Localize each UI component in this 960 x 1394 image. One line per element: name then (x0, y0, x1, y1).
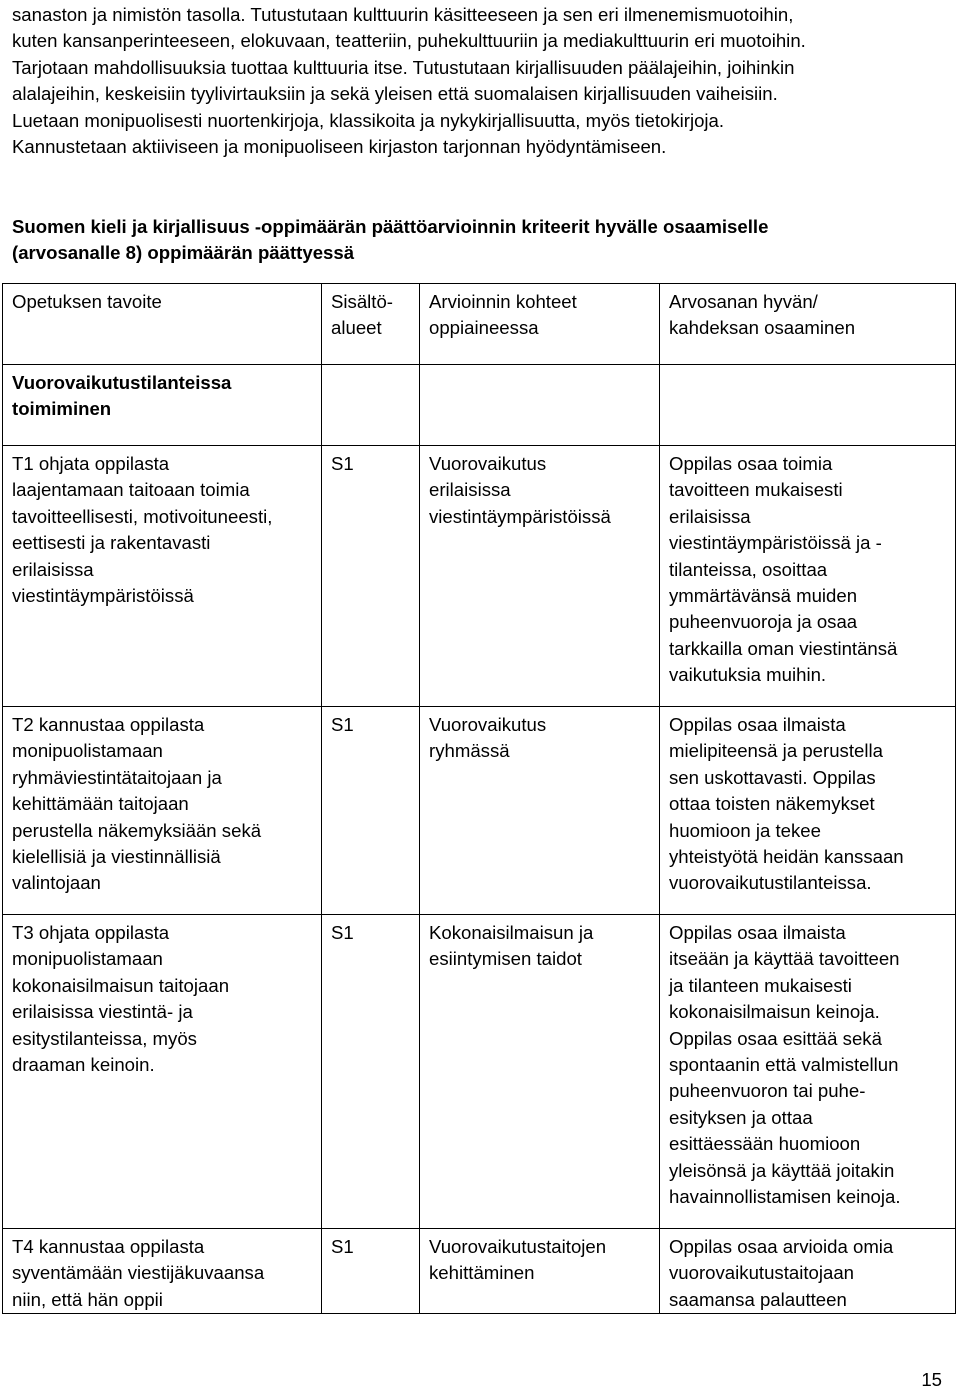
grade-criteria-cell (660, 707, 956, 915)
assessment-target-cell-line: Vuorovaikutus (429, 453, 547, 474)
content-area-cell (322, 707, 420, 915)
assessment-target-cell-line: kehittäminen (429, 1262, 535, 1284)
grade-criteria-cell-line: viestintäympäristöissä ja - (669, 532, 882, 554)
table-row (3, 707, 956, 915)
table-row (3, 915, 956, 1229)
section-row (3, 365, 956, 446)
goal-cell-line: T3 ohjata oppilasta (12, 922, 170, 943)
header-area-cell-line: alueet (331, 317, 382, 339)
table-row (3, 1229, 956, 1314)
assessment-target-cell-line: Vuorovaikutus (429, 714, 547, 735)
criteria-heading (12, 214, 952, 267)
goal-cell-line: laajentamaan taitoaan toimia (12, 479, 250, 501)
intro-line: alalajeihin, keskeisiin tyylivirtauksiin ja sekä yleisen että suomalaisen kirjallisuuden vaiheisiin. (12, 83, 778, 105)
goal-cell-line: perustella näkemyksiään sekä (12, 819, 262, 841)
header-target-cell-line: Arvioinnin kohteet (429, 291, 577, 312)
goal-cell-line: kielellisiä ja viestinnällisiä (12, 846, 221, 868)
assessment-target-cell (420, 707, 660, 915)
goal-cell-line: syventämään viestijäkuvaansa (12, 1262, 265, 1284)
grade-criteria-cell-line: sen uskottavasti. Oppilas (669, 766, 876, 788)
content-area-cell (322, 915, 420, 1229)
goal-cell-line: monipuolistamaan (12, 740, 163, 762)
goal-cell-line: erilaisissa viestintä- ja (12, 1001, 193, 1023)
content-area-cell-line: S1 (331, 1236, 354, 1257)
goal-cell-line: kokonaisilmaisun taitojaan (12, 974, 230, 996)
grade-criteria-cell-line: tilanteissa, osoittaa (669, 558, 828, 580)
content-area-cell-line: S1 (331, 922, 354, 943)
page-number: 15 (921, 1369, 942, 1390)
goal-cell (3, 446, 322, 707)
grade-criteria-cell-line: ja tilanteen mukaisesti (669, 974, 852, 996)
content-area-cell-line: S1 (331, 453, 354, 474)
goal-cell (3, 915, 322, 1229)
goal-cell-line: valintojaan (12, 872, 101, 894)
intro-line: Kannustetaan aktiiviseen ja monipuoliseen kirjaston tarjonnan hyödyntämiseen. (12, 136, 667, 158)
goal-cell-line: T4 kannustaa oppilasta (12, 1236, 205, 1257)
goal-cell-line: draaman keinoin. (12, 1054, 155, 1076)
grade-criteria-cell-line: mielipiteensä ja perustella (669, 740, 883, 762)
header-criteria-cell (660, 284, 956, 365)
grade-criteria-cell-line: yhteistyötä heidän kanssaan (669, 846, 904, 868)
grade-criteria-cell-line: vuorovaikutustilanteissa. (669, 872, 872, 894)
assessment-target-cell-line: ryhmässä (429, 740, 510, 762)
grade-criteria-cell-line: tavoitteen mukaisesti (669, 479, 843, 501)
goal-cell-line: T2 kannustaa oppilasta (12, 714, 205, 735)
header-target-cell-line: oppiaineessa (429, 317, 539, 339)
grade-criteria-cell-line: Oppilas osaa arvioida omia (669, 1236, 894, 1257)
intro-paragraph (12, 2, 952, 160)
goal-cell-line: viestintäympäristöissä (12, 585, 194, 607)
grade-criteria-cell-line: esityksen ja ottaa (669, 1106, 813, 1128)
section-title-cell (3, 365, 322, 446)
grade-criteria-cell-line: puheenvuoron tai puhe- (669, 1080, 866, 1102)
grade-criteria-cell-line: saamansa palautteen (669, 1288, 847, 1310)
goal-cell-line: esitystilanteissa, myös (12, 1027, 197, 1049)
goal-cell (3, 707, 322, 915)
content-area-cell (322, 446, 420, 707)
grade-criteria-cell-line: puheenvuoroja ja osaa (669, 611, 858, 633)
assessment-target-cell-line: erilaisissa (429, 479, 511, 501)
goal-cell-line: monipuolistamaan (12, 948, 163, 970)
grade-criteria-cell (660, 1229, 956, 1314)
criteria-table (2, 283, 956, 1314)
intro-line: Luetaan monipuolisesti nuortenkirjoja, klassikoita ja nykykirjallisuutta, myös tietokirjoja. (12, 109, 725, 131)
grade-criteria-cell-line: Oppilas osaa toimia (669, 453, 833, 474)
empty-cell (420, 365, 660, 446)
header-goal-cell-line: Opetuksen tavoite (12, 291, 162, 312)
assessment-target-cell-line: Kokonaisilmaisun ja (429, 922, 594, 943)
assessment-target-cell-line: esiintymisen taidot (429, 948, 582, 970)
assessment-target-cell (420, 446, 660, 707)
heading-line: Suomen kieli ja kirjallisuus -oppimäärän päättöarvioinnin kriteerit hyvälle osaamiselle (12, 216, 769, 237)
empty-cell (660, 365, 956, 446)
goal-cell-line: eettisesti ja rakentavasti (12, 532, 211, 554)
grade-criteria-cell-line: tarkkailla oman viestintänsä (669, 637, 898, 659)
section-title-cell-line: toimiminen (12, 398, 112, 420)
intro-line: kuten kansanperinteeseen, elokuvaan, teatteriin, puhekulttuuriin ja mediakulttuurin eri muotoihin. (12, 30, 806, 52)
content-area-cell (322, 1229, 420, 1314)
grade-criteria-cell-line: kokonaisilmaisun keinoja. (669, 1001, 880, 1023)
table-header-row (3, 284, 956, 365)
empty-cell (322, 365, 420, 446)
header-area-cell-line: Sisältö- (331, 291, 394, 312)
goal-cell-line: ryhmäviestintätaitojaan ja (12, 766, 222, 788)
goal-cell-line: kehittämään taitojaan (12, 793, 189, 815)
grade-criteria-cell-line: Oppilas osaa ilmaista (669, 922, 846, 943)
header-criteria-cell-line: Arvosanan hyvän/ (669, 291, 818, 312)
grade-criteria-cell-line: itseään ja käyttää tavoitteen (669, 948, 900, 970)
goal-cell-line: erilaisissa (12, 558, 94, 580)
grade-criteria-cell-line: vuorovaikutustaitojaan (669, 1262, 855, 1284)
header-criteria-cell-line: kahdeksan osaaminen (669, 317, 856, 339)
grade-criteria-cell-line: Oppilas osaa ilmaista (669, 714, 846, 735)
grade-criteria-cell-line: spontaanin että valmistellun (669, 1054, 899, 1076)
goal-cell-line: T1 ohjata oppilasta (12, 453, 170, 474)
header-area-cell (322, 284, 420, 365)
grade-criteria-cell-line: ymmärtävänsä muiden (669, 585, 858, 607)
grade-criteria-cell-line: ottaa toisten näkemykset (669, 793, 875, 815)
grade-criteria-cell (660, 446, 956, 707)
grade-criteria-cell-line: huomioon ja tekee (669, 819, 821, 841)
grade-criteria-cell-line: vaikutuksia muihin. (669, 664, 827, 686)
grade-criteria-cell-line: erilaisissa (669, 505, 751, 527)
intro-line: sanaston ja nimistön tasolla. Tutustutaan kulttuurin käsitteeseen ja sen eri ilmenemismuotoihin, (12, 4, 794, 25)
grade-criteria-cell-line: havainnollistamisen keinoja. (669, 1186, 901, 1208)
grade-criteria-cell-line: Oppilas osaa esittää sekä (669, 1027, 882, 1049)
assessment-target-cell-line: viestintäympäristöissä (429, 505, 611, 527)
intro-line: Tarjotaan mahdollisuuksia tuottaa kulttuuria itse. Tutustutaan kirjallisuuden päälajeihin, joihinkin (12, 56, 795, 78)
header-goal-cell (3, 284, 322, 365)
table-row (3, 446, 956, 707)
goal-cell (3, 1229, 322, 1314)
assessment-target-cell (420, 1229, 660, 1314)
content-area-cell-line: S1 (331, 714, 354, 735)
grade-criteria-cell (660, 915, 956, 1229)
grade-criteria-cell-line: yleisönsä ja käyttää joitakin (669, 1159, 895, 1181)
assessment-target-cell (420, 915, 660, 1229)
grade-criteria-cell-line: esittäessään huomioon (669, 1133, 861, 1155)
goal-cell-line: tavoitteellisesti, motivoituneesti, (12, 505, 273, 527)
goal-cell-line: niin, että hän oppii (12, 1288, 163, 1310)
heading-line: (arvosanalle 8) oppimäärän päättyessä (12, 242, 355, 264)
section-title-cell-line: Vuorovaikutustilanteissa (12, 372, 232, 393)
assessment-target-cell-line: Vuorovaikutustaitojen (429, 1236, 607, 1257)
header-target-cell (420, 284, 660, 365)
